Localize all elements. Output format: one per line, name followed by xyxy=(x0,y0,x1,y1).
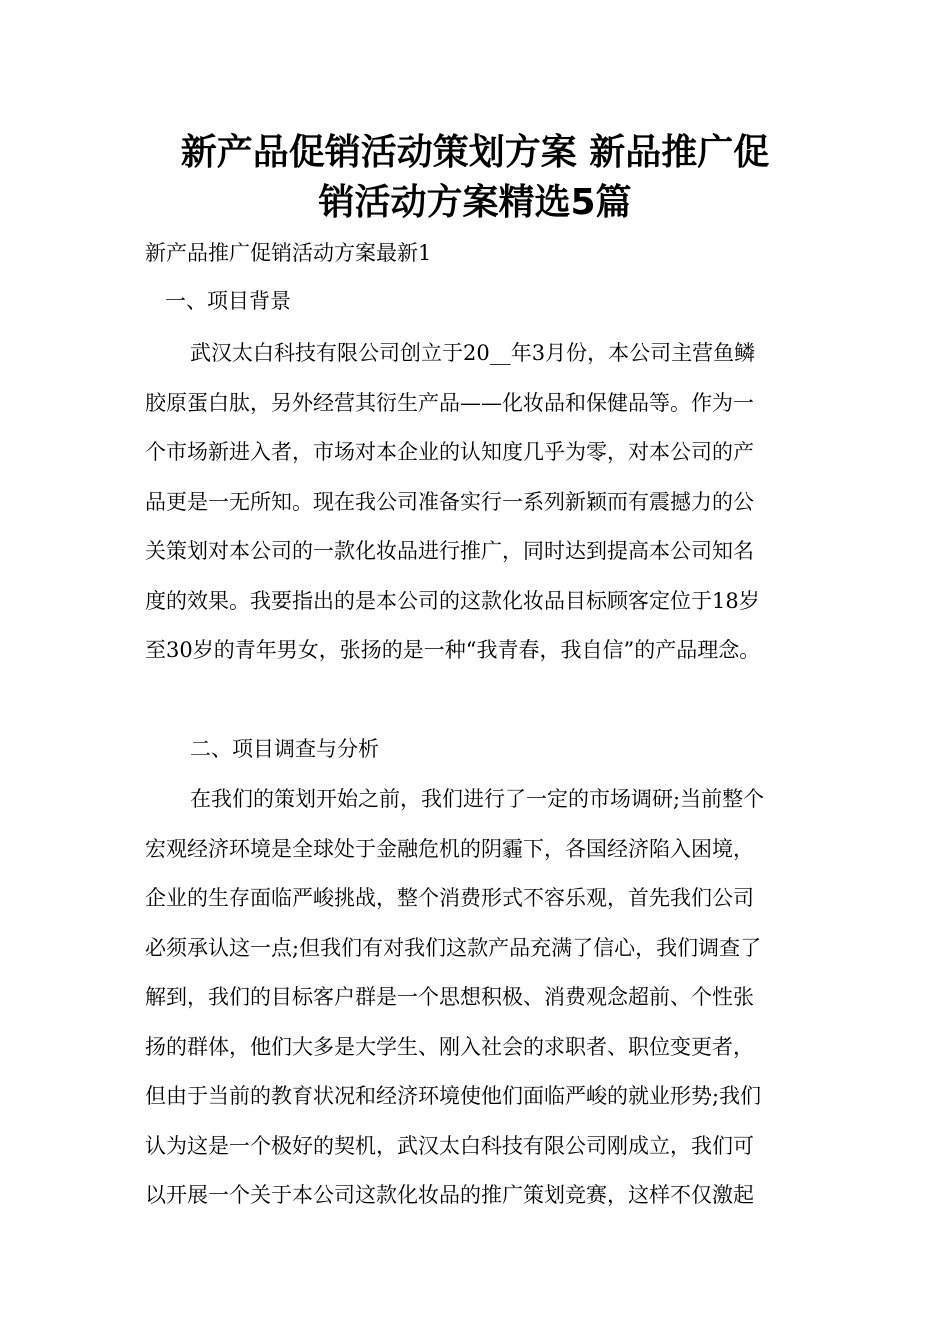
section-paragraph-background xyxy=(145,338,825,685)
paragraph-line: 胶原蛋白肽，另外经营其衍生产品——化妆品和保健品等。作为一 xyxy=(145,390,754,415)
paragraph-line: 扬的群体，他们大多是大学生、刚入社会的求职者、职位变更者， xyxy=(145,1034,754,1059)
section-paragraph-analysis xyxy=(145,784,825,1230)
section-heading-background: 一、项目背景 xyxy=(165,289,291,313)
paragraph-line: 认为这是一个极好的契机，武汉太白科技有限公司刚成立，我们可 xyxy=(145,1133,754,1158)
title-line: 新产品促销活动策划方案 新品推广促 xyxy=(180,132,770,173)
paragraph-line: 个市场新进入者，市场对本企业的认知度几乎为零，对本公司的产 xyxy=(145,440,754,464)
paragraph-line: 宏观经济环境是全球处于金融危机的阴霾下，各国经济陷入困境， xyxy=(145,836,754,861)
paragraph-line: 必须承认这一点;但我们有对我们这款产品充满了信心，我们调查了 xyxy=(145,935,762,960)
document-subtitle: 新产品推广促销活动方案最新1 xyxy=(145,241,432,265)
document-title xyxy=(0,128,950,228)
paragraph-line: 在我们的策划开始之前，我们进行了一定的市场调研;当前整个 xyxy=(190,787,765,811)
paragraph-line: 至30岁的青年男女，张扬的是一种“我青春，我自信”的产品理念。 xyxy=(145,638,761,662)
paragraph-line: 以开展一个关于本公司这款化妆品的推广策划竞赛，这样不仅激起 xyxy=(145,1183,754,1207)
paragraph-line: 解到，我们的目标客户群是一个思想积极、消费观念超前、个性张 xyxy=(145,985,754,1009)
paragraph-line: 度的效果。我要指出的是本公司的这款化妆品目标顾客定位于18岁 xyxy=(145,588,760,613)
paragraph-line: 武汉太白科技有限公司创立于20__年3月份，本公司主营鱼鳞 xyxy=(190,341,756,365)
paragraph-line: 关策划对本公司的一款化妆品进行推广，同时达到提高本公司知名 xyxy=(145,539,754,563)
paragraph-line: 企业的生存面临严峻挑战，整个消费形式不容乐观，首先我们公司 xyxy=(145,886,754,910)
section-heading-analysis: 二、项目调查与分析 xyxy=(190,737,379,761)
paragraph-line: 品更是一无所知。现在我公司准备实行一系列新颖而有震撼力的公 xyxy=(145,489,754,514)
title-line: 销活动方案精选5篇 xyxy=(318,182,632,223)
paragraph-line: 但由于当前的教育状况和经济环境使他们面临严峻的就业形势;我们 xyxy=(145,1084,762,1108)
